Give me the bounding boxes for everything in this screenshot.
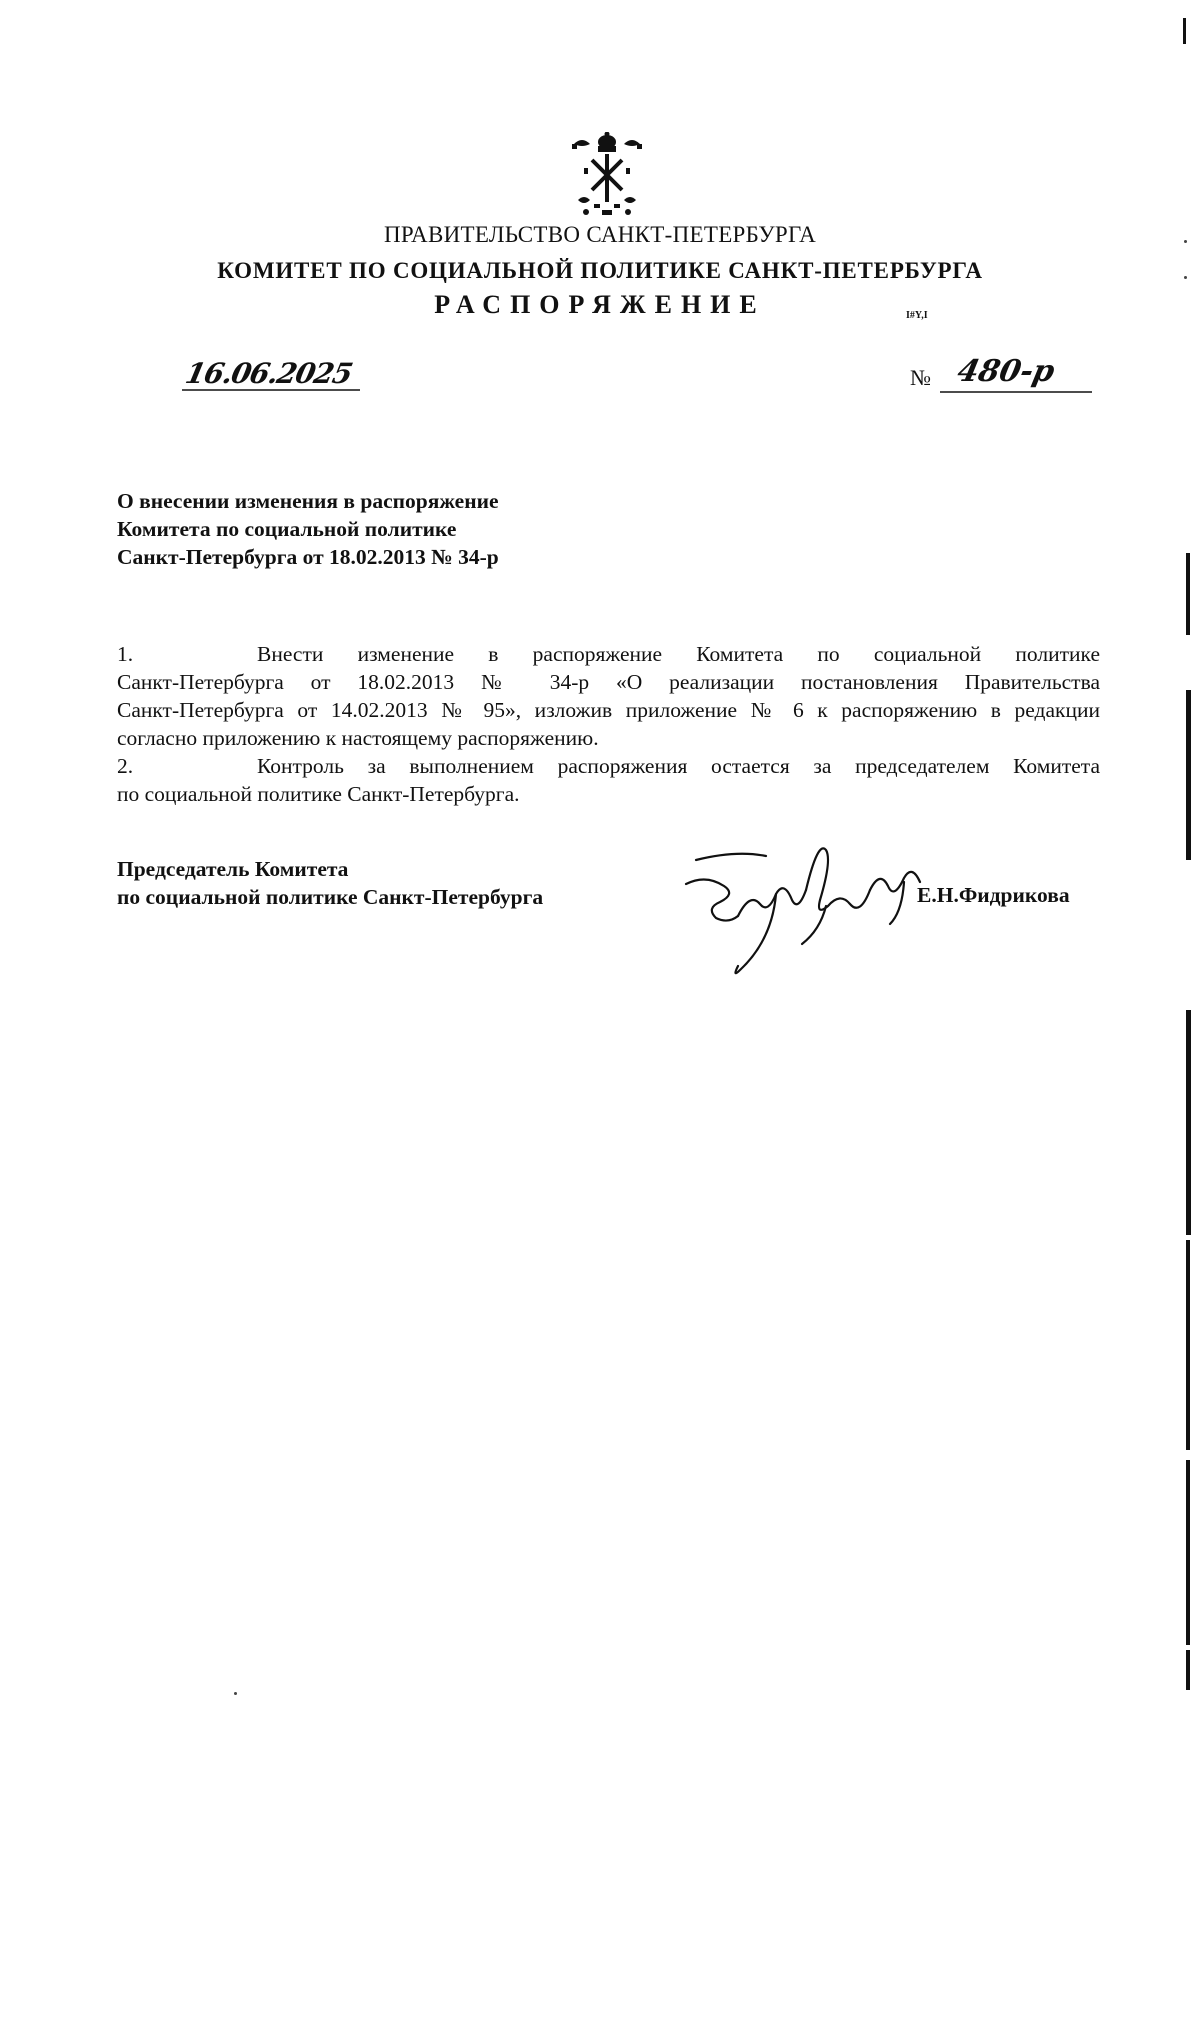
committee-title: КОМИТЕТ ПО СОЦИАЛЬНОЙ ПОЛИТИКЕ САНКТ-ПЕТЕРБУРГА <box>217 258 983 283</box>
date-underline <box>182 360 360 400</box>
government-title: ПРАВИТЕЛЬСТВО САНКТ-ПЕТЕРБУРГА <box>383 222 817 247</box>
paragraph-line: 2. Контроль за выполнением распоряжения остается за председателем Комитета <box>117 754 1100 778</box>
paragraph-number: 1. <box>117 642 134 666</box>
paragraph-number: 2. <box>117 754 134 778</box>
scan-edge-mark <box>1186 690 1191 860</box>
scan-edge-mark <box>1186 1460 1190 1645</box>
paragraph-line: Санкт-Петербурга от 18.02.2013 № 34-р «О реализации постановления Правительства <box>117 670 1100 694</box>
number-label: № <box>910 365 931 390</box>
scan-edge-mark <box>1186 553 1190 635</box>
scan-dot <box>234 1692 237 1695</box>
paragraph-line: Санкт-Петербурга от 14.02.2013 № 95», изложив приложение № 6 к распоряжению в редакции <box>117 698 1100 722</box>
scan-edge-mark <box>1186 1010 1191 1235</box>
paragraph-line: согласно приложению к настоящему распоряжению. <box>117 726 599 750</box>
handwritten-signature <box>676 820 926 980</box>
subject-line: О внесении изменения в распоряжение <box>117 489 499 513</box>
scan-dot <box>1184 240 1187 243</box>
coat-of-arms-icon <box>564 132 650 218</box>
document-number: 480-р <box>954 354 1058 389</box>
paragraph-line: 1. Внести изменение в распоряжение Комитета по социальной политике <box>117 642 1100 666</box>
paragraph-2 <box>117 752 1100 808</box>
scan-edge-mark <box>1186 1240 1190 1450</box>
number-underline <box>940 360 1092 400</box>
document-type: РАСПОРЯЖЕНИЕ <box>434 290 766 319</box>
subject-line: Комитета по социальной политике <box>117 517 457 541</box>
document-date: 16.06.2025 <box>182 357 355 390</box>
signer-name: Е.Н.Фидрикова <box>917 883 1070 907</box>
signer-title-line: Председатель Комитета <box>117 857 349 881</box>
signer-title-line: по социальной политике Санкт-Петербурга <box>117 885 544 909</box>
scan-dot <box>1184 276 1187 279</box>
subject-line: Санкт-Петербурга от 18.02.2013 № 34-р <box>117 545 499 569</box>
paragraph-line: по социальной политике Санкт-Петербурга. <box>117 782 520 806</box>
document-subject <box>117 487 499 571</box>
scan-edge-mark <box>1183 18 1186 44</box>
stamp-mark: I#Y,I <box>906 310 928 321</box>
paragraph-1 <box>117 640 1100 752</box>
scan-edge-mark <box>1186 1650 1190 1690</box>
signer-title <box>117 855 543 911</box>
